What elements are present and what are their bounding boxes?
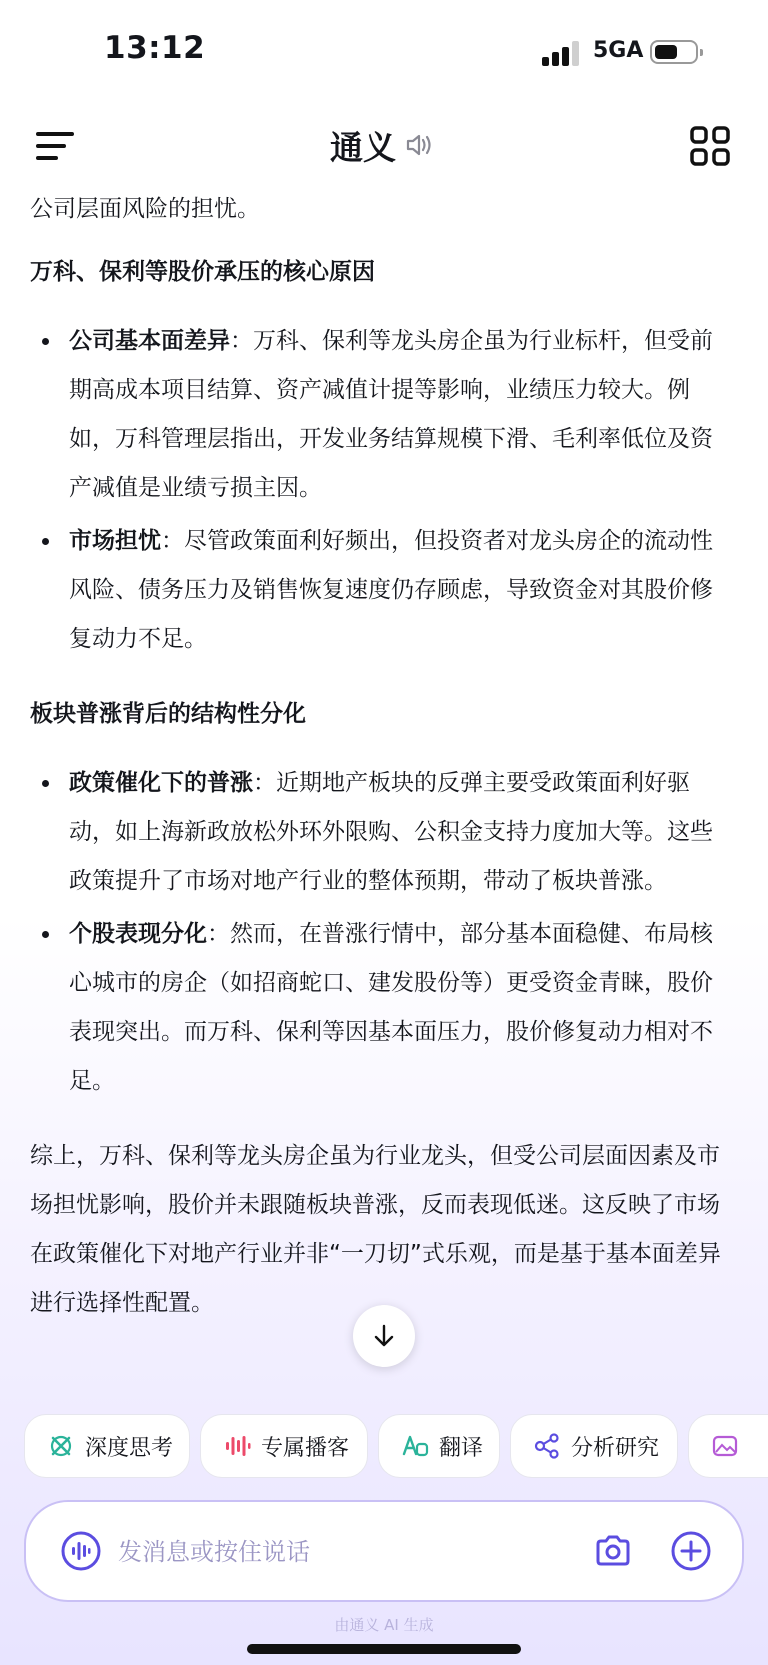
network-type: 5GA [593, 38, 644, 63]
status-bar [0, 0, 768, 100]
bullet-label: 公司基本面差异 [69, 328, 230, 354]
image-icon [711, 1432, 739, 1460]
deep-think-icon [47, 1432, 75, 1460]
bullet-item: 市场担忧：尽管政策面利好频出，但投资者对龙头房企的流动性风险、债务压力及销售恢复速度仍存顾虑，导致资金对其股价修复动力不足。 [30, 517, 735, 664]
bullet-label: 政策催化下的普涨 [69, 770, 253, 796]
chip-label: 专属播客 [261, 1435, 350, 1461]
section-title-2: 板块普涨背后的结构性分化 [30, 701, 306, 727]
bullet-item: 政策催化下的普涨：近期地产板块的反弹主要受政策面利好驱动，如上海新政放松外环外限购、公积金支持力度加大等。这些政策提升了市场对地产行业的整体预期，带动了板块普涨。 [30, 759, 735, 906]
title-wrap [330, 120, 434, 170]
menu-icon[interactable] [36, 128, 76, 164]
message-composer [24, 1500, 744, 1602]
arrow-down-icon [371, 1323, 397, 1349]
bullet-text: 尽管政策面利好频出，但投资者对龙头房企的流动性风险、债务压力及销售恢复速度仍存顾虑，导致资金对其股价修复动力不足。 [69, 528, 713, 652]
bullet-text: 近期地产板块的反弹主要受政策面利好驱动，如上海新政放松外环外限购、公积金支持力度加大等。这些政策提升了市场对地产行业的整体预期，带动了板块普涨。 [69, 770, 713, 894]
chip-label: 翻译 [439, 1435, 484, 1461]
apps-grid-icon[interactable] [690, 126, 730, 166]
app-header [0, 110, 768, 182]
chat-response [30, 185, 735, 1328]
bullet-text: 然而，在普涨行情中，部分基本面稳健、布局核心城市的房企（如招商蛇口、建发股份等）更受资金青睐，股价表现突出。而万科、保利等因基本面压力，股价修复动力相对不足。 [69, 921, 713, 1094]
ai-generated-note: 由通义 AI 生成 [334, 1616, 434, 1634]
intro-text: 公司层面风险的担忧。 [30, 196, 260, 222]
quick-actions [24, 1414, 768, 1480]
chip-analysis[interactable] [510, 1414, 678, 1478]
analysis-icon [533, 1432, 561, 1460]
bullet-label: 市场担忧 [69, 528, 161, 554]
signal-icon [542, 40, 582, 66]
speaker-icon[interactable] [404, 130, 434, 160]
chip-more[interactable] [688, 1414, 768, 1478]
chip-podcast[interactable] [200, 1414, 368, 1478]
page-title: 通义 [330, 127, 396, 167]
status-time: 13:12 [104, 30, 206, 66]
bullet-item: 个股表现分化：然而，在普涨行情中，部分基本面稳健、布局核心城市的房企（如招商蛇口、建发股份等）更受资金青睐，股价表现突出。而万科、保利等因基本面压力，股价修复动力相对不足。 [30, 910, 735, 1106]
bullet-text: 万科、保利等龙头房企虽为行业标杆，但受前期高成本项目结算、资产减值计提等影响，业绩压力较大。例如，万科管理层指出，开发业务结算规模下滑、毛利率低位及资产减值是业绩亏损主因。 [69, 328, 713, 501]
conclusion-text: 综上，万科、保利等龙头房企虽为行业龙头，但受公司层面因素及市场担忧影响，股价并未跟随板块普涨，反而表现低迷。这反映了市场在政策催化下对地产行业并非“一刀切”式乐观，而是基于基本面差异进行选择性配置。 [30, 1143, 721, 1316]
bullet-label: 个股表现分化 [69, 921, 207, 947]
voice-icon[interactable] [60, 1530, 102, 1572]
plus-icon[interactable] [670, 1530, 712, 1572]
section-title-1: 万科、保利等股价承压的核心原因 [30, 259, 375, 285]
battery-icon [650, 40, 698, 64]
translate-icon [401, 1432, 429, 1460]
message-input[interactable] [116, 1528, 500, 1576]
chip-label: 分析研究 [571, 1435, 660, 1461]
podcast-icon [223, 1432, 251, 1460]
scroll-down-button[interactable] [353, 1305, 415, 1367]
chip-translate[interactable] [378, 1414, 500, 1478]
bullet-item: 公司基本面差异：万科、保利等龙头房企虽为行业标杆，但受前期高成本项目结算、资产减值计提等影响，业绩压力较大。例如，万科管理层指出，开发业务结算规模下滑、毛利率低位及资产减值是业绩亏损主因。 [30, 317, 735, 513]
home-indicator[interactable] [247, 1644, 521, 1654]
chip-label: 深度思考 [85, 1435, 174, 1461]
camera-icon[interactable] [592, 1530, 634, 1572]
chip-deep-think[interactable] [24, 1414, 190, 1478]
